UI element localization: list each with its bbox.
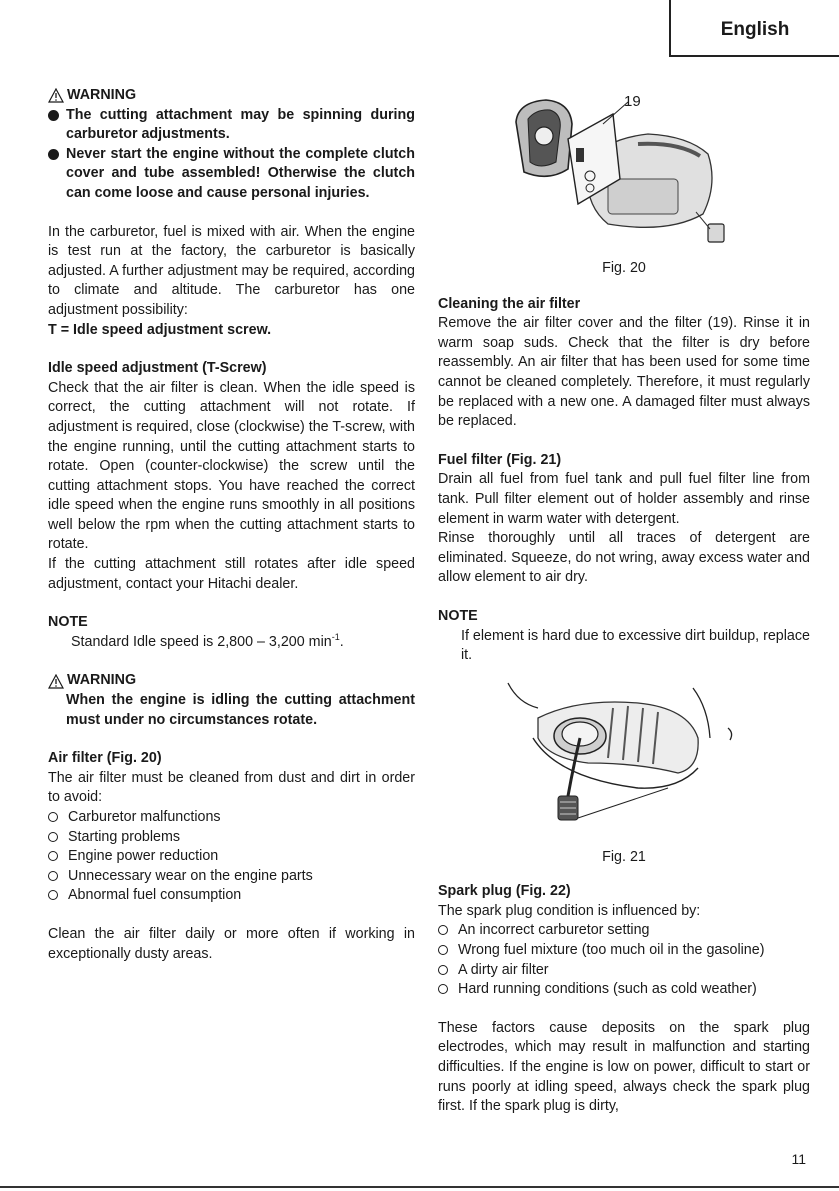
list-item: Abnormal fuel consumption xyxy=(48,886,415,906)
list-item: Carburetor malfunctions xyxy=(48,808,415,828)
figure-21 xyxy=(438,678,810,838)
circle-bullet-icon xyxy=(48,851,58,861)
note-text: If element is hard due to excessive dirt buildup, replace it. xyxy=(461,627,810,664)
air-filter-body: The air filter must be cleaned from dust and dirt in order to avoid: xyxy=(48,769,415,806)
spark-plug-body: The spark plug condition is influenced by: xyxy=(438,902,701,919)
fuel-filter-rinse: Rinse thoroughly until all traces of detergent are eliminated. Squeeze, do not wring, away excess water and allow element to air dry. xyxy=(438,530,810,586)
circle-bullet-icon xyxy=(48,832,58,842)
t-screw-definition: T = Idle speed adjustment screw. xyxy=(48,321,272,338)
warning-heading: WARNING xyxy=(48,86,415,106)
warning-block-2 xyxy=(48,671,415,730)
circle-bullet-icon xyxy=(438,965,448,975)
list-item: A dirty air filter xyxy=(438,961,810,981)
note-text: Standard Idle speed is 2,800 – 3,200 $\min^{-1}$. xyxy=(71,632,344,650)
air-filter-list xyxy=(48,808,415,906)
bullet-dot-icon xyxy=(48,110,59,121)
list-item: Hard running conditions (such as cold weather) xyxy=(438,980,810,1000)
note-heading: NOTE xyxy=(48,614,88,631)
list-item: Engine power reduction xyxy=(48,847,415,867)
idle-speed-heading: Idle speed adjustment (T-Screw) xyxy=(48,360,267,377)
circle-bullet-icon xyxy=(48,890,58,900)
list-item: Starting problems xyxy=(48,828,415,848)
spark-plug-heading: Spark plug (Fig. 22) xyxy=(438,883,571,900)
page-number: 11 xyxy=(791,1151,806,1167)
circle-bullet-icon xyxy=(438,925,448,935)
fuel-filter-illustration xyxy=(438,678,810,838)
figure-21-caption: Fig. 21 xyxy=(602,848,646,865)
cleaning-air-filter-body: Remove the air filter cover and the filter (19). Rinse it in warm soap suds. Check that the filter is dry before reassembly. An air filter that has been used for some time cannot be cleaned completely. Therefore, it must regularly be replaced with a new one. A damaged filter must always be replaced. xyxy=(438,315,810,430)
right-column xyxy=(438,84,810,1117)
air-filter-clean-text: Clean the air filter daily or more often if working in exceptionally dusty areas. xyxy=(48,925,415,962)
warning-heading: WARNING xyxy=(48,671,415,691)
idle-speed-body: Check that the air filter is clean. When the idle speed is correct, the cutting attachment will not rotate. If adjustment is required, close (clockwise) the T-screw, with the engine running, until the cutting attachment starts to rotate. Open (counter-clockwise) the screw until the cutting attachment stops. You have reached the correct idle speed when the engine runs smoothly in all positions well below the rpm when the cutting attachment starts to rotate. xyxy=(48,379,415,553)
carburetor-intro: In the carburetor, fuel is mixed with air. When the engine is test run at the factory, the carburetor is basically adjusted. A further adjustment may be required, according to climate and altitude. The carburetor has one adjustment possibility: xyxy=(48,223,415,318)
list-item: An incorrect carburetor setting xyxy=(438,921,810,941)
note-heading: NOTE xyxy=(438,607,478,624)
fuel-filter-heading: Fuel filter (Fig. 21) xyxy=(438,451,562,468)
air-filter-heading: Air filter (Fig. 20) xyxy=(48,750,162,767)
circle-bullet-icon xyxy=(438,984,448,994)
warning-text: When the engine is idling the cutting attachment must under no circumstances rotate. xyxy=(66,692,415,728)
warning-block-1 xyxy=(48,86,415,204)
cleaning-air-filter-heading: Cleaning the air filter xyxy=(438,295,581,312)
language-label: English xyxy=(720,18,790,40)
idle-speed-dealer: If the cutting attachment still rotates after idle speed adjustment, contact your Hitachi dealer. xyxy=(48,556,415,592)
circle-bullet-icon xyxy=(48,812,58,822)
left-column xyxy=(48,86,415,964)
spark-plug-factors: These factors cause deposits on the spark plug electrodes, which may result in malfunction and starting difficulties. If the engine is low on power, difficult to start or runs poorly at idling speed, always check the spark plug first. If the spark plug is dirty, xyxy=(438,1019,810,1115)
warning-bullet: The cutting attachment may be spinning during carburetor adjustments. xyxy=(48,106,415,145)
circle-bullet-icon xyxy=(438,945,448,955)
list-item: Unnecessary wear on the engine parts xyxy=(48,867,415,887)
warning-triangle-icon xyxy=(48,674,64,689)
figure-20-caption: Fig. 20 xyxy=(602,260,646,276)
bottom-rule xyxy=(0,1186,839,1188)
language-tab xyxy=(669,0,839,57)
warning-bullets xyxy=(48,106,415,204)
list-item: Wrong fuel mixture (too much oil in the gasoline) xyxy=(438,941,810,961)
figure-20 xyxy=(438,84,810,244)
figure-callout-19: 19 xyxy=(624,93,641,110)
circle-bullet-icon xyxy=(48,871,58,881)
bullet-dot-icon xyxy=(48,149,59,160)
fuel-filter-body: Drain all fuel from fuel tank and pull fuel filter line from tank. Pull filter element out of holder assembly and rinse element in warm water with detergent. xyxy=(438,471,810,527)
warning-bullet: Never start the engine without the complete clutch cover and tube assembled! Otherwise the clutch can come loose and cause personal injuries. xyxy=(48,145,415,204)
spark-plug-list xyxy=(438,921,810,999)
warning-triangle-icon xyxy=(48,88,64,103)
